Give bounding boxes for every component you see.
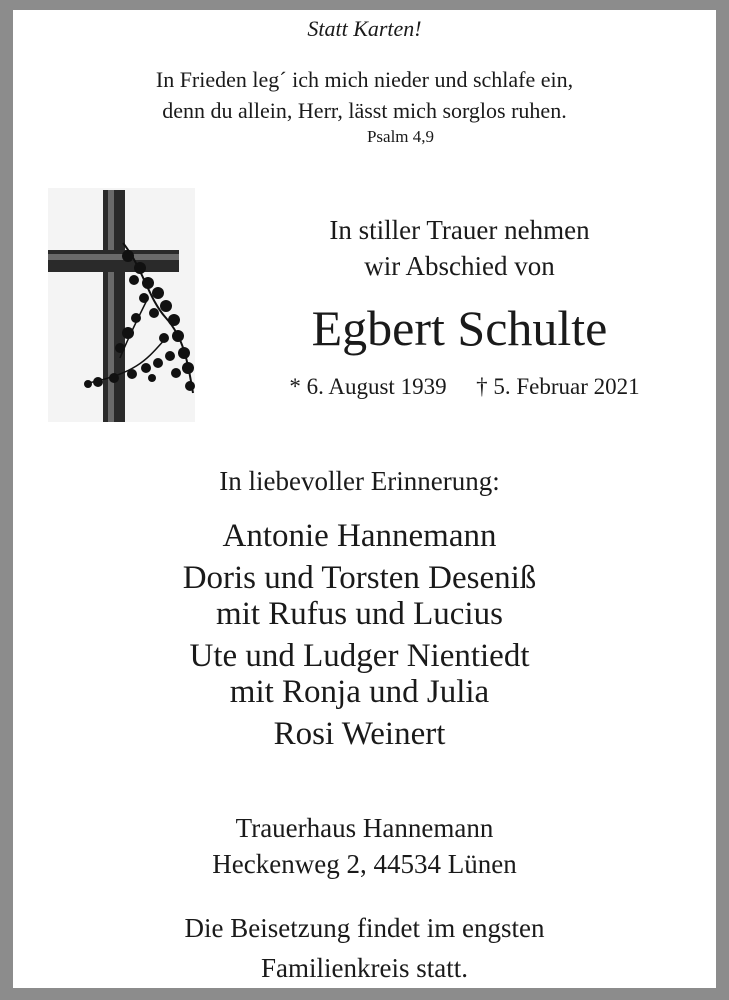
obituary-card — [13, 10, 716, 988]
funeral-line: Familienkreis statt. — [261, 953, 468, 983]
verse-reference: Psalm 4,9 — [366, 127, 435, 146]
bible-verse — [103, 64, 626, 126]
mourning-statement — [233, 212, 716, 284]
birth-date: * 6. August 1939 — [289, 374, 447, 399]
address-line: Trauerhaus Hannemann — [235, 813, 494, 843]
verse-line: denn du allein, Herr, lässt mich sorglos ruhen. — [162, 98, 567, 123]
family-line: mit Ronja und Julia — [229, 674, 490, 710]
mourning-line: wir Abschied von — [364, 251, 555, 281]
death-date: † 5. Februar 2021 — [476, 374, 640, 399]
family-line: Doris und Torsten Deseniß — [182, 560, 537, 596]
header-text: Statt Karten! — [307, 16, 422, 41]
mourning-line: In stiller Trauer nehmen — [329, 215, 590, 245]
family-line: Antonie Hannemann — [222, 518, 497, 554]
family-line: mit Rufus und Lucius — [216, 596, 503, 632]
deceased-name: Egbert Schulte — [311, 300, 608, 356]
cross-with-ivy-icon — [48, 188, 195, 422]
verse-line: In Frieden leg´ ich mich nieder und schlafe ein, — [155, 67, 574, 92]
funeral-line: Die Beisetzung findet im engsten — [184, 913, 545, 943]
family-list — [13, 515, 716, 755]
address-line: Heckenweg 2, 44534 Lünen — [212, 849, 517, 879]
family-line: Rosi Weinert — [273, 716, 446, 752]
family-line: Ute und Ludger Nientiedt — [189, 638, 530, 674]
mourning-house-address — [13, 810, 716, 882]
life-dates — [233, 374, 716, 400]
memory-heading: In liebevoller Erinnerung: — [219, 466, 500, 496]
funeral-note — [13, 908, 716, 988]
